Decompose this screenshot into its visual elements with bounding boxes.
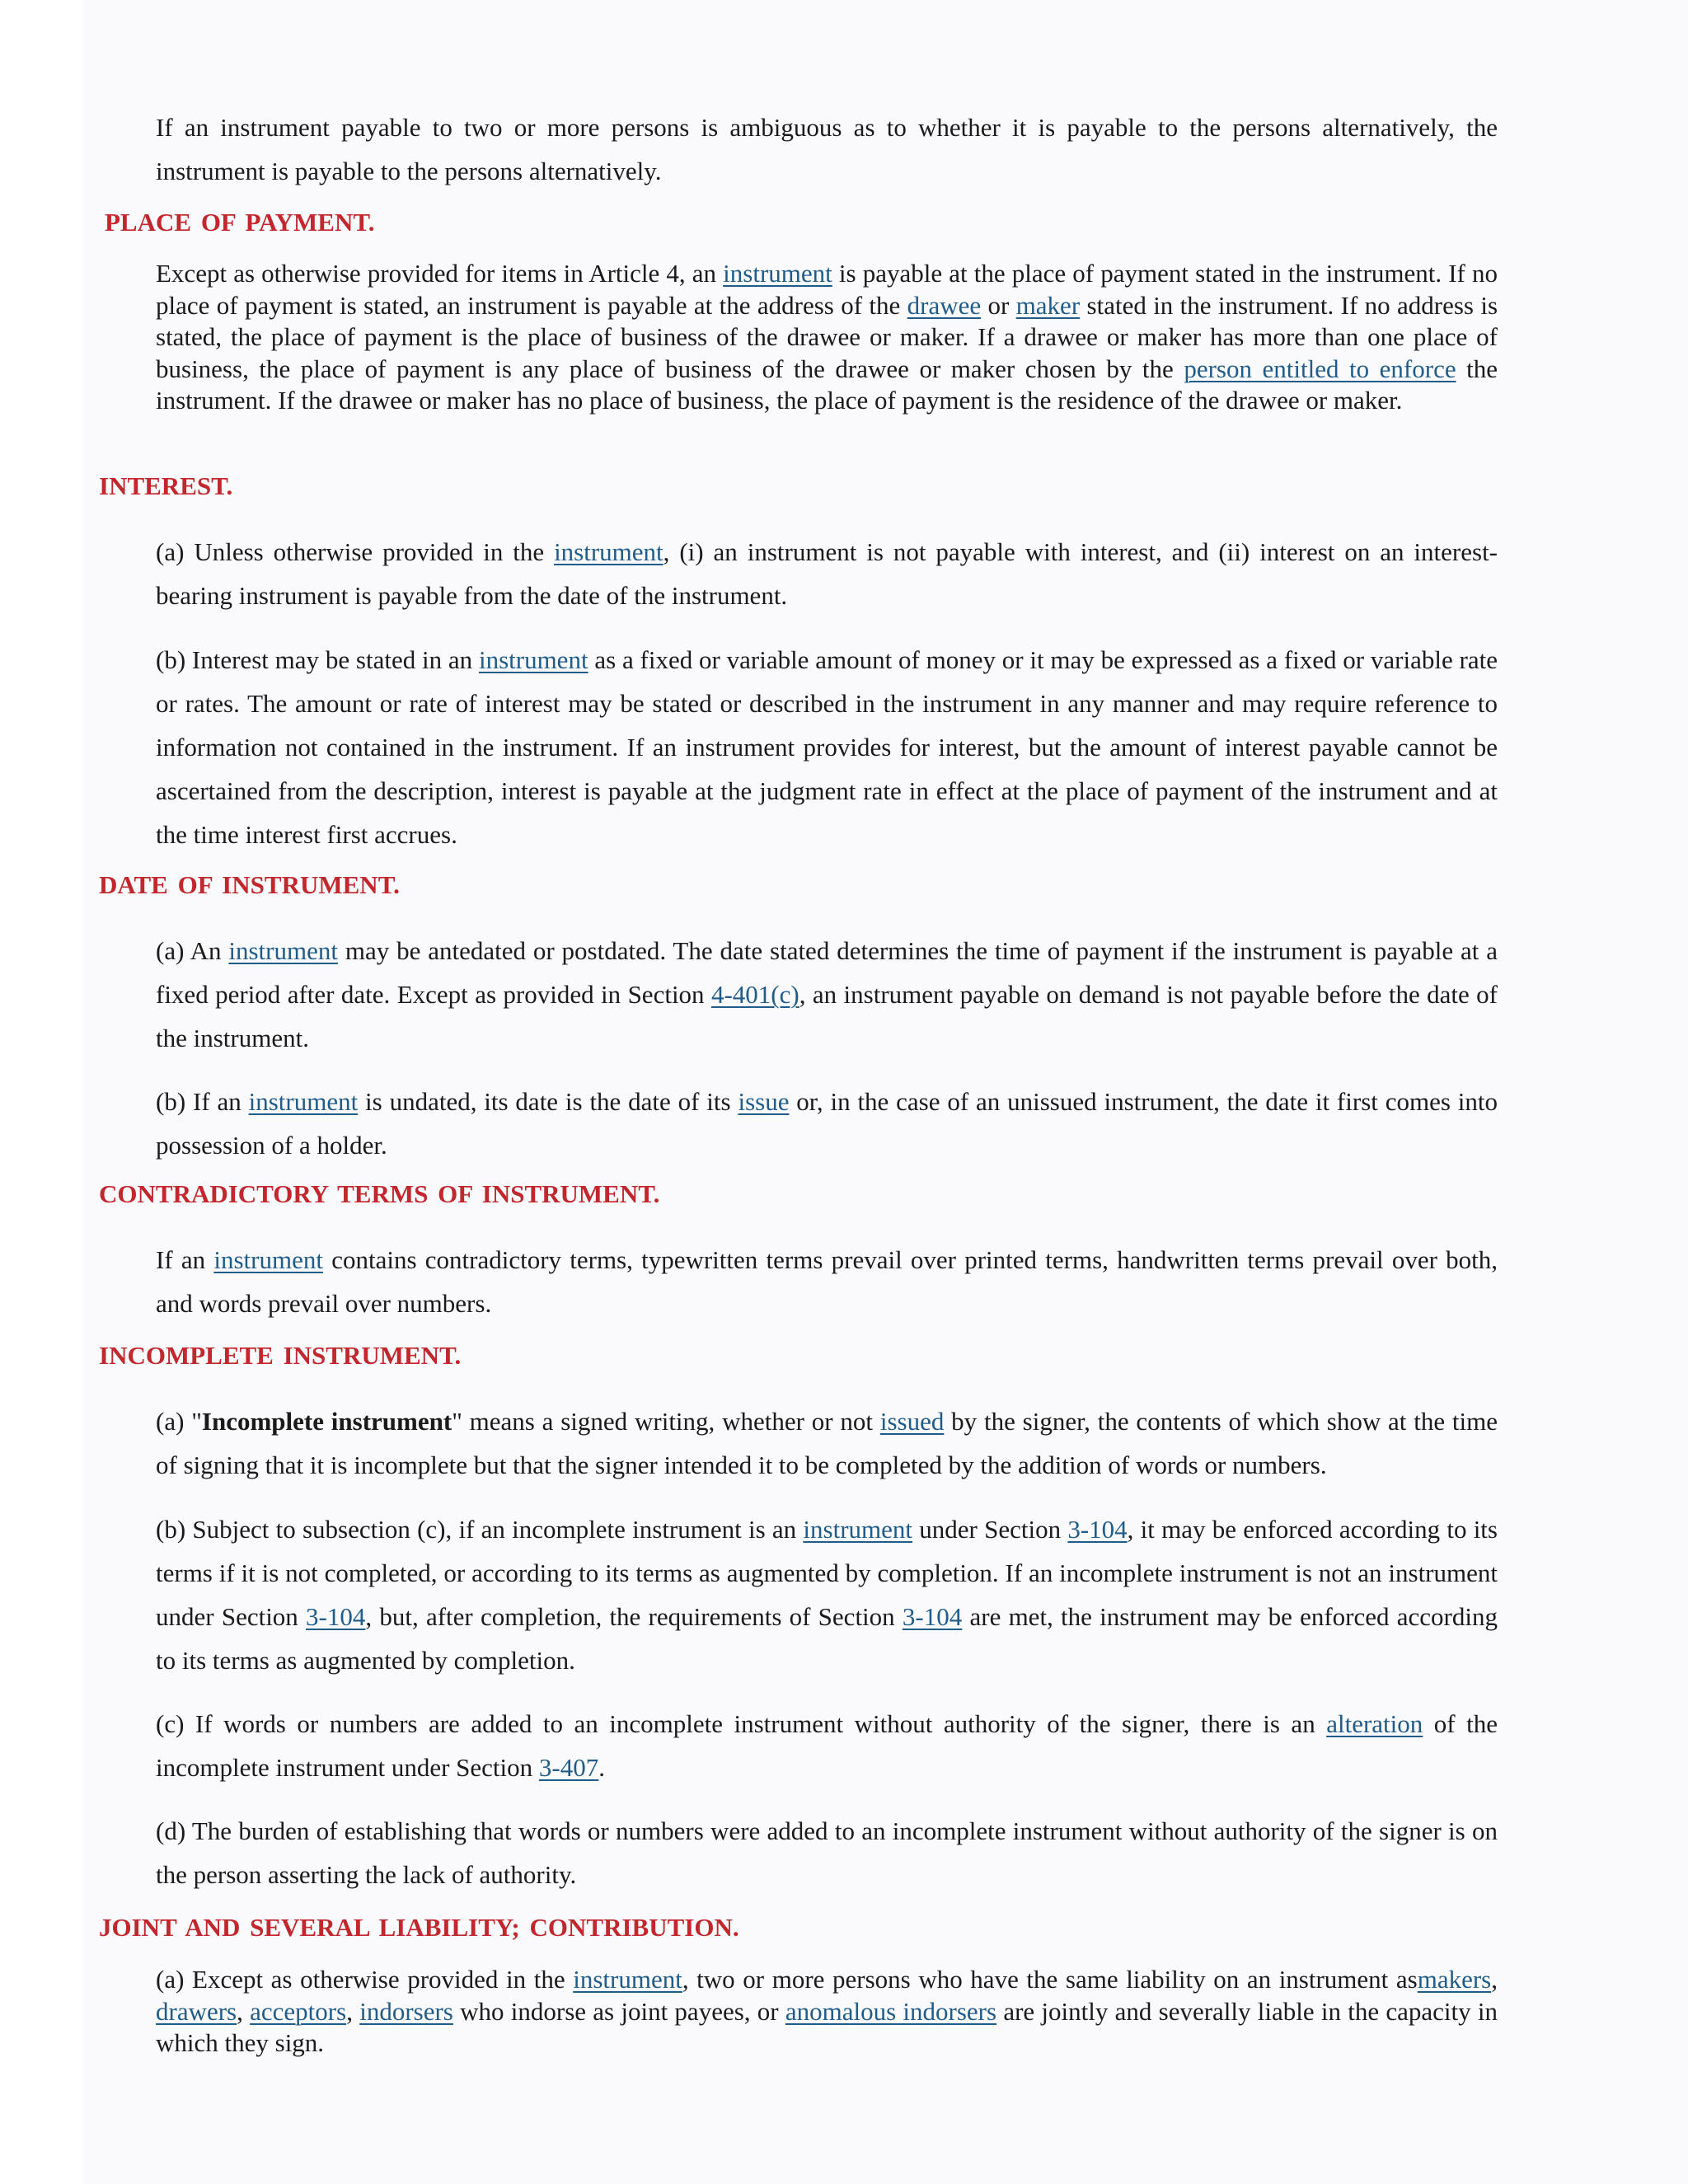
incomplete-paragraph-d: (d) The burden of establishing that words or numbers were added to an incomplete instrument without authority of the signer is on the person asserting the lack of authority. <box>156 1816 1498 1889</box>
defined-term: Incomplete instrument <box>201 1407 452 1436</box>
section-heading-date-of-instrument: DATE OF INSTRUMENT. <box>99 870 400 899</box>
link-anomalous-indorsers[interactable]: anomalous indorsers <box>785 1996 997 2026</box>
date-paragraph-b: (b) If an instrument is undated, its date is the date of its issue or, in the case of an unissued instrument, the date it first comes into possession of a holder. <box>156 1087 1498 1160</box>
incomplete-paragraph-b: (b) Subject to subsection (c), if an incomplete instrument is an instrument under Section 3-104, it may be enforced according to its terms if it is not completed, or according to its terms as augmented by completion. If an incomplete instrument is not an instrument under Section 3-104, but, after completion, the requirements of Section 3-104 are met, the instrument may be enforced according to its terms as augmented by completion. <box>156 1515 1498 1675</box>
link-section-3-407[interactable]: 3-407 <box>538 1753 599 1782</box>
section-heading-interest: INTEREST. <box>99 471 233 500</box>
link-drawers[interactable]: drawers <box>156 1996 237 2026</box>
joint-liability-paragraph-a: (a) Except as otherwise provided in the instrument, two or more persons who have the same liability on an instrument asmakers, drawers, acceptors, indorsers who indorse as joint payees, or anomalous indorsers are jointly and severally liable in the capacity in which they sign. <box>156 1965 1498 2057</box>
contradictory-terms-paragraph: If an instrument contains contradictory terms, typewritten terms prevail over printed terms, handwritten terms prevail over both, and words prevail over numbers. <box>156 1245 1498 1318</box>
intro-paragraph: If an instrument payable to two or more persons is ambiguous as to whether it is payable to the persons alternatively, the instrument is payable to the persons alternatively. <box>156 113 1498 185</box>
interest-paragraph-b: (b) Interest may be stated in an instrument as a fixed or variable amount of money or it may be expressed as a fixed or variable rate or rates. The amount or rate of interest may be stated or described in the instrument in any manner and may require reference to information not contained in the instrument. If an instrument provides for interest, but the amount of interest payable cannot be ascertained from the description, interest is payable at the judgment rate in effect at the place of payment of the instrument and at the time interest first accrues. <box>156 645 1498 849</box>
link-alteration[interactable]: alteration <box>1326 1709 1423 1738</box>
link-drawee[interactable]: drawee <box>907 290 982 320</box>
link-instrument[interactable]: instrument <box>554 537 663 566</box>
link-section-3-104[interactable]: 3-104 <box>1067 1515 1128 1544</box>
link-issue[interactable]: issue <box>738 1087 790 1116</box>
link-instrument[interactable]: instrument <box>723 259 832 288</box>
link-section-4-401c[interactable]: 4-401(c) <box>710 980 799 1009</box>
place-of-payment-paragraph: Except as otherwise provided for items in Article 4, an instrument is payable at the place of payment stated in the instrument. If no place of payment is stated, an instrument is payable at the address of the drawee or maker stated in the instrument. If no address is stated, the place of payment is the place of business of the drawee or maker. If a drawee or maker has more than one place of business, the place of payment is any place of business of the drawee or maker chosen by the person entitled to enforce the instrument. If the drawee or maker has no place of business, the place of payment is the residence of the drawee or maker. <box>156 259 1498 415</box>
incomplete-paragraph-a: (a) "Incomplete instrument" means a signed writing, whether or not issued by the signer, the contents of which show at the time of signing that it is incomplete but that the signer intended it to be completed by the addition of words or numbers. <box>156 1407 1498 1479</box>
link-instrument[interactable]: instrument <box>803 1515 913 1544</box>
section-heading-contradictory-terms: CONTRADICTORY TERMS OF INSTRUMENT. <box>99 1179 660 1208</box>
link-section-3-104[interactable]: 3-104 <box>902 1602 963 1631</box>
date-paragraph-a: (a) An instrument may be antedated or postdated. The date stated determines the time of payment if the instrument is payable at a fixed period after date. Except as provided in Section 4-401(c), an instrument payable on demand is not payable before the date of the instrument. <box>156 936 1498 1052</box>
link-instrument[interactable]: instrument <box>228 936 338 965</box>
interest-paragraph-a: (a) Unless otherwise provided in the instrument, (i) an instrument is not payable with interest, and (ii) interest on an interest-bearing instrument is payable from the date of the instrument. <box>156 537 1498 610</box>
section-heading-incomplete-instrument: INCOMPLETE INSTRUMENT. <box>99 1341 462 1370</box>
link-person-entitled-to-enforce[interactable]: person entitled to enforce <box>1184 354 1456 383</box>
incomplete-paragraph-c: (c) If words or numbers are added to an incomplete instrument without authority of the signer, there is an alteration of the incomplete instrument under Section 3-407. <box>156 1709 1498 1782</box>
link-section-3-104[interactable]: 3-104 <box>306 1602 366 1631</box>
link-instrument[interactable]: instrument <box>478 645 588 674</box>
link-maker[interactable]: maker <box>1015 290 1081 320</box>
section-heading-joint-liability: JOINT AND SEVERAL LIABILITY; CONTRIBUTION. <box>99 1913 739 1942</box>
link-indorsers[interactable]: indorsers <box>359 1996 453 2026</box>
link-acceptors[interactable]: acceptors <box>250 1996 347 2026</box>
link-instrument[interactable]: instrument <box>248 1087 359 1116</box>
link-instrument[interactable]: instrument <box>213 1245 323 1274</box>
link-instrument[interactable]: instrument <box>573 1965 682 1994</box>
link-makers[interactable]: makers <box>1417 1965 1492 1994</box>
section-heading-place-of-payment: PLACE OF PAYMENT. <box>105 208 375 237</box>
link-issued[interactable]: issued <box>879 1407 945 1436</box>
